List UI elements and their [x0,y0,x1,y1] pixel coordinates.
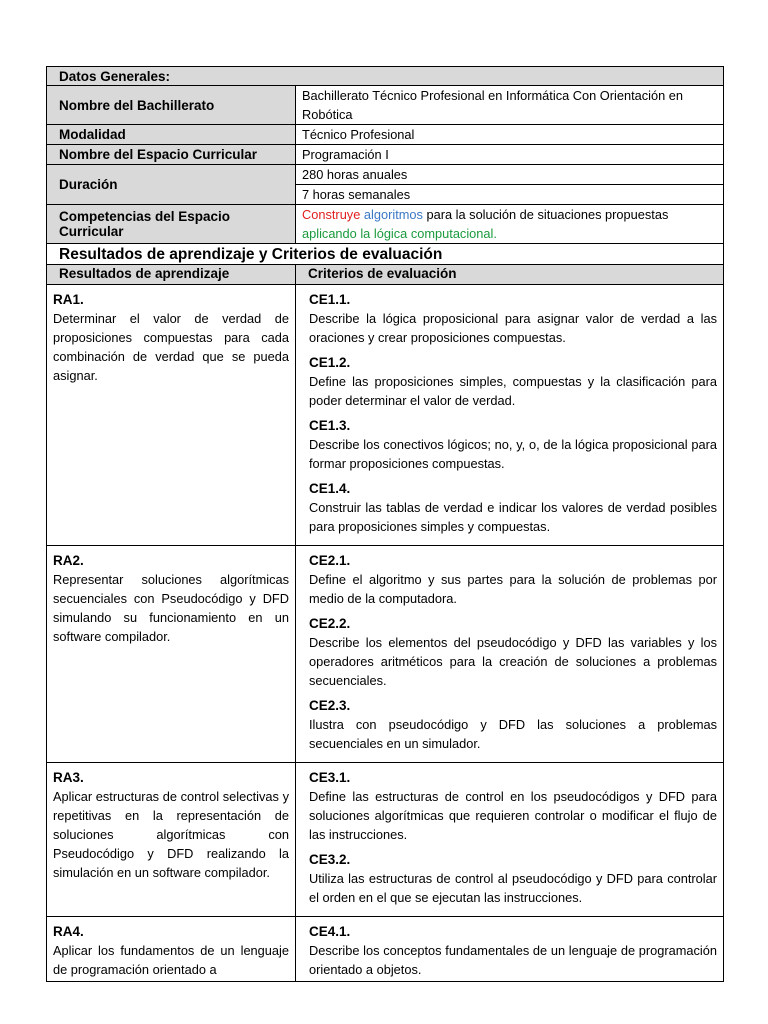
criterion-title: CE1.3. [309,418,351,433]
result-group-ra2 [47,546,724,763]
modalidad-label: Modalidad [47,125,296,145]
criterion-title: CE1.1. [309,292,351,307]
column-header-ce: Criterios de evaluación [296,265,724,285]
competencias-value [296,205,724,244]
column-header-ra: Resultados de aprendizaje [47,265,296,285]
ra-cell [47,285,296,546]
criterion-text: Describe los conectivos lógicos; no, y, o, de la lógica proposicional para formar proposiciones compuestas. [309,437,718,471]
ra-text: Aplicar los fundamentos de un lenguaje de programación orientado a [53,943,289,977]
criterion-text: Construir las tablas de verdad e indicar los valores de verdad posibles para proposiciones simples y compuestas. [309,500,718,534]
result-group-ra1 [47,285,724,546]
criterion-text: Describe la lógica proposicional para asignar valor de verdad a las oraciones y crear proposiciones compuestas. [309,311,718,345]
ra-title: RA4. [53,924,84,939]
competencias-black-text: para la solución de situaciones propuestas [426,207,669,222]
competencias-blue-text: algoritmos [363,207,423,222]
modalidad-value: Técnico Profesional [296,125,724,145]
criterion-title: CE3.2. [309,852,351,867]
result-group-ra3 [47,763,724,917]
criterion-text: Define las proposiciones simples, compuestas y la clasificación para poder determinar el valor de verdad. [309,374,718,408]
ce-cell [296,917,724,982]
espacio-label: Nombre del Espacio Curricular [47,145,296,165]
competencias-green-text: aplicando la lógica computacional. [302,226,497,241]
result-group-ra4 [47,917,724,982]
section-title: Resultados de aprendizaje y Criterios de evaluación [47,244,724,265]
ra-title: RA2. [53,553,84,568]
bachillerato-label: Nombre del Bachillerato [47,86,296,125]
ra-cell [47,763,296,917]
criterion-title: CE1.2. [309,355,351,370]
ce-cell [296,763,724,917]
ra-cell [47,917,296,982]
criterion-item [309,923,717,979]
espacio-value: Programación I [296,145,724,165]
criterion-item [309,615,717,690]
ra-text: Aplicar estructuras de control selectivas y repetitivas en la representación de soluciones algorítmicas con Pseudocódigo y DFD realizando la simulación en un software compilador. [53,789,289,880]
criterion-item [309,552,717,608]
ra-cell [47,546,296,763]
criterion-item [309,769,717,844]
ra-text: Determinar el valor de verdad de proposiciones compuestas para cada combinación de verdad que se pueda asignar. [53,311,289,383]
criterion-item [309,851,717,907]
ce-cell [296,546,724,763]
ra-title: RA1. [53,292,84,307]
competencias-label: Competencias del Espacio Curricular [47,205,296,244]
criterion-title: CE2.1. [309,553,351,568]
criterion-item [309,291,717,347]
criterion-title: CE2.2. [309,616,351,631]
duracion-weekly: 7 horas semanales [296,184,723,204]
duracion-annual: 280 horas anuales [302,167,408,182]
criterion-item [309,354,717,410]
criterion-text: Utiliza las estructuras de control al pseudocódigo y DFD para controlar el orden en el que se ejecutan las instrucciones. [309,871,718,905]
criterion-text: Define el algoritmo y sus partes para la solución de problemas por medio de la computadora. [309,572,718,606]
criterion-item [309,417,717,473]
criterion-text: Define las estructuras de control en los pseudocódigos y DFD para soluciones algorítmicas que requieren controlar o modificar el flujo de las instrucciones. [309,789,718,842]
duracion-label: Duración [47,165,296,205]
ce-cell [296,285,724,546]
duracion-value [296,165,724,205]
ra-text: Representar soluciones algorítmicas secuenciales con Pseudocódigo y DFD simulando su funcionamiento en un software compilador. [53,572,289,644]
criterion-text: Describe los elementos del pseudocódigo y DFD las variables y los operadores aritméticos para la creación de soluciones a problemas secuenciales. [309,635,718,688]
criterion-title: CE3.1. [309,770,351,785]
criterion-title: CE2.3. [309,698,351,713]
criterion-item [309,697,717,753]
criterion-title: CE4.1. [309,924,351,939]
general-data-title: Datos Generales: [47,67,724,86]
criterion-title: CE1.4. [309,481,351,496]
curriculum-table [46,66,724,982]
ra-title: RA3. [53,770,84,785]
criterion-text: Describe los conceptos fundamentales de un lenguaje de programación orientado a objetos. [309,943,718,977]
curriculum-document [46,66,723,982]
criterion-text: Ilustra con pseudocódigo y DFD las soluciones a problemas secuenciales en un simulador. [309,717,718,751]
competencias-red-text: Construye [302,207,361,222]
bachillerato-value: Bachillerato Técnico Profesional en Informática Con Orientación en Robótica [296,86,724,125]
criterion-item [309,480,717,536]
